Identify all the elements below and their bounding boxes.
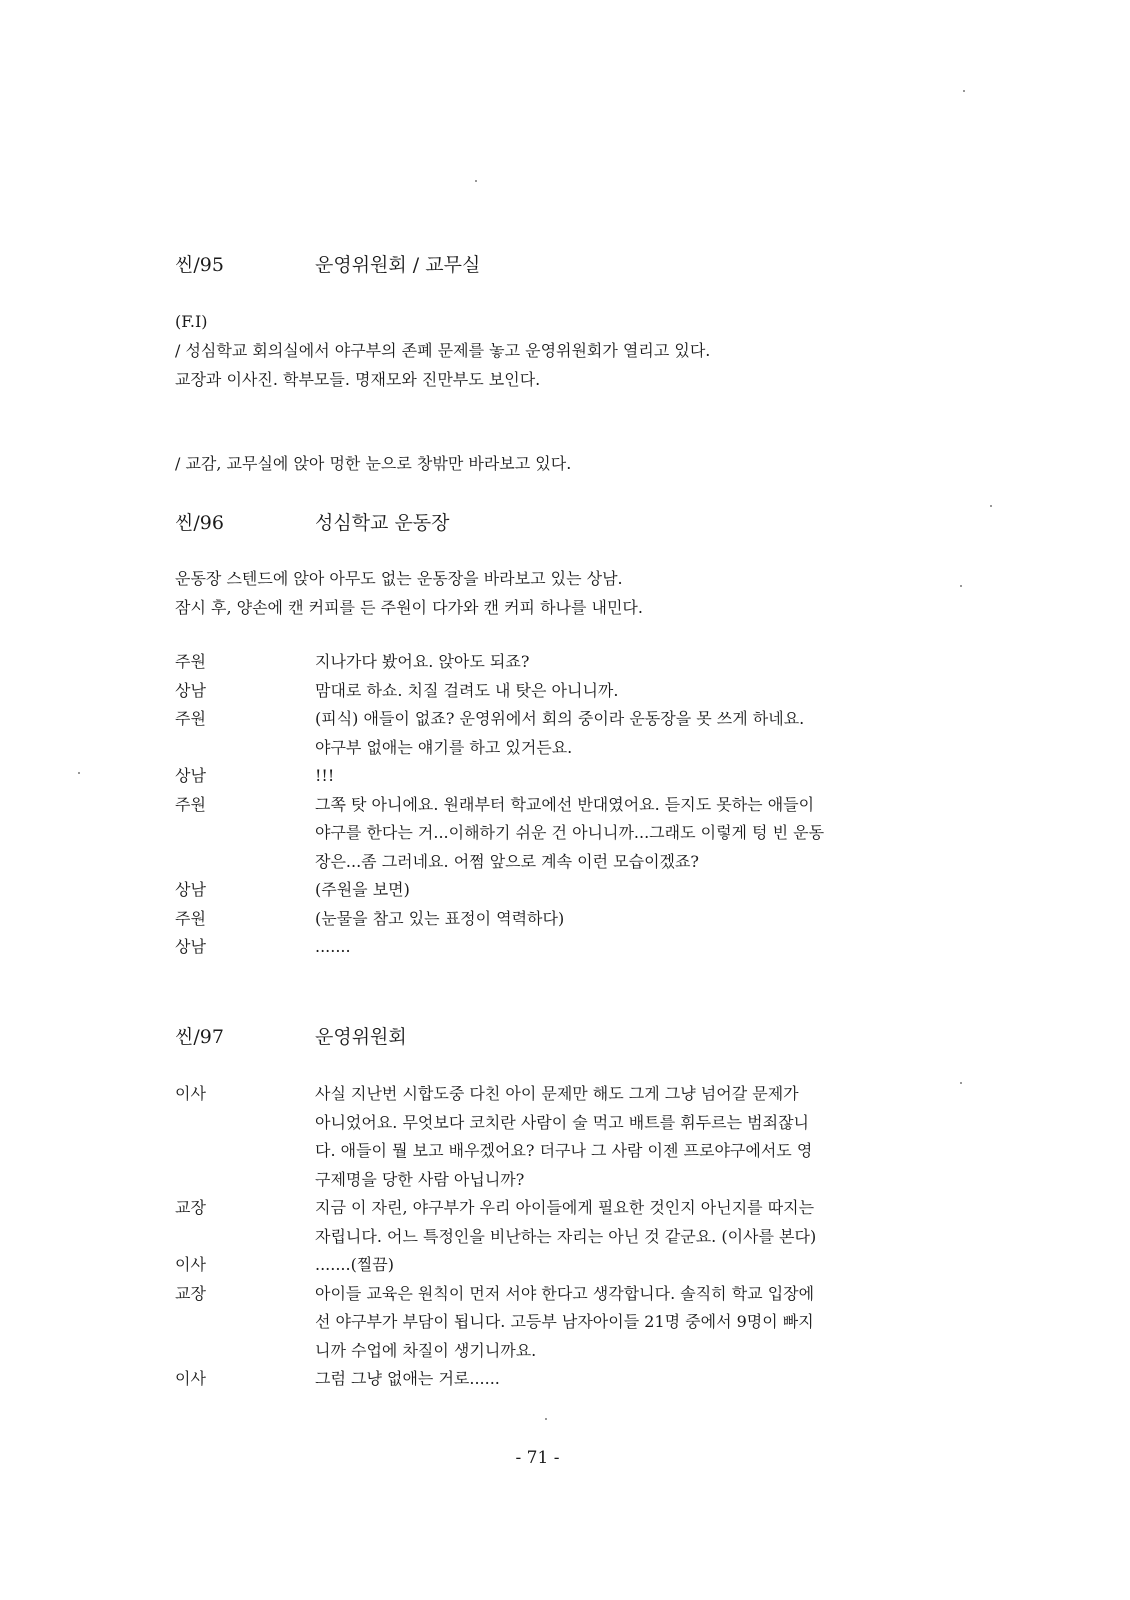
action-line: 운동장 스텐드에 앉아 아무도 없는 운동장을 바라보고 있는 상남. bbox=[175, 569, 623, 588]
scene-number: 씬/95 bbox=[175, 254, 224, 276]
speaker: 상남 bbox=[175, 937, 206, 956]
dialogue-text: 그럼 그냥 없애는 거로...... bbox=[315, 1369, 500, 1388]
scene-95-action-1 bbox=[175, 307, 710, 394]
speaker: 상남 bbox=[175, 880, 206, 899]
scene-97-heading bbox=[175, 1022, 407, 1049]
scene-96-dialogue bbox=[175, 648, 935, 962]
scan-speck bbox=[545, 1418, 547, 1420]
dialogue-line bbox=[175, 1280, 935, 1366]
speaker: 상남 bbox=[175, 680, 206, 700]
scene-number: 씬/96 bbox=[175, 512, 224, 534]
scene-location: 운영위원회 / 교무실 bbox=[315, 254, 481, 276]
speaker: 주원 bbox=[175, 652, 206, 671]
dialogue-text: 선 야구부가 부담이 됩니다. 고등부 남자아이들 21명 중에서 9명이 빠지 bbox=[315, 1312, 814, 1331]
speaker: 이사 bbox=[175, 1369, 206, 1388]
action-line: / 성심학교 회의실에서 야구부의 존폐 문제를 놓고 운영위원회가 열리고 있다. bbox=[175, 341, 711, 360]
speaker: 상남 bbox=[175, 766, 206, 785]
action-line: / 교감, 교무실에 앉아 멍한 눈으로 창밖만 바라보고 있다. bbox=[175, 454, 572, 473]
dialogue-text: .......(찔끔) bbox=[315, 1255, 394, 1274]
speaker: 주원 bbox=[175, 709, 206, 728]
dialogue-line bbox=[175, 933, 935, 962]
dialogue-text: (눈물을 참고 있는 표정이 역력하다) bbox=[315, 908, 565, 928]
scan-speck bbox=[960, 1082, 962, 1084]
scene-95-heading bbox=[175, 250, 480, 277]
dialogue-line bbox=[175, 876, 935, 905]
dialogue-line bbox=[175, 1251, 935, 1280]
page-number: - 71 - bbox=[515, 1448, 560, 1468]
dialogue-text: 아이들 교육은 원칙이 먼저 서야 한다고 생각합니다. 솔직히 학교 입장에 bbox=[315, 1283, 815, 1303]
scene-number: 씬/97 bbox=[175, 1026, 224, 1048]
action-line: 잠시 후, 양손에 캔 커피를 든 주원이 다가와 캔 커피 하나를 내민다. bbox=[175, 598, 643, 617]
dialogue-text: 자립니다. 어느 특정인을 비난하는 자리는 아닌 것 같군요. (이사를 본다) bbox=[315, 1226, 817, 1246]
scene-96-heading bbox=[175, 508, 450, 535]
dialogue-text: 맘대로 하쇼. 치질 걸려도 내 탓은 아니니까. bbox=[315, 680, 619, 700]
speaker: 주원 bbox=[175, 794, 206, 814]
dialogue-text: 그쪽 탓 아니에요. 원래부터 학교에선 반대였어요. 듣지도 못하는 애들이 bbox=[315, 794, 815, 814]
scene-location: 성심학교 운동장 bbox=[315, 512, 450, 534]
dialogue-text: ....... bbox=[315, 937, 351, 956]
dialogue-line bbox=[175, 905, 935, 934]
dialogue-text: (피식) 애들이 없죠? 운영위에서 회의 중이라 운동장을 못 쓰게 하네요. bbox=[315, 709, 805, 728]
scan-speck bbox=[78, 772, 80, 774]
scan-speck bbox=[475, 180, 477, 182]
dialogue-text: (주원을 보면) bbox=[315, 880, 410, 899]
speaker: 이사 bbox=[175, 1255, 206, 1274]
dialogue-text: 다. 애들이 뭘 보고 배우겠어요? 더구나 그 사람 이젠 프로야구에서도 영 bbox=[315, 1141, 813, 1160]
dialogue-line bbox=[175, 677, 935, 706]
dialogue-line bbox=[175, 1194, 935, 1251]
dialogue-text: 지나가다 봤어요. 앉아도 되죠? bbox=[315, 652, 530, 671]
dialogue-text: 야구부 없애는 얘기를 하고 있거든요. bbox=[315, 737, 573, 757]
dialogue-text: 사실 지난번 시합도중 다친 아이 문제만 해도 그게 그냥 넘어갈 문제가 bbox=[315, 1084, 799, 1103]
dialogue-line bbox=[175, 1080, 935, 1194]
scene-97-dialogue bbox=[175, 1080, 935, 1394]
scan-speck bbox=[990, 505, 992, 507]
speaker: 교장 bbox=[175, 1198, 206, 1217]
speaker: 교장 bbox=[175, 1283, 206, 1303]
dialogue-line bbox=[175, 762, 935, 791]
action-line: 교장과 이사진. 학부모들. 명재모와 진만부도 보인다. bbox=[175, 370, 541, 389]
dialogue-line bbox=[175, 791, 935, 877]
dialogue-line bbox=[175, 1365, 935, 1394]
dialogue-text: 장은...좀 그러네요. 어쩜 앞으로 계속 이런 모습이겠죠? bbox=[315, 851, 700, 871]
scene-location: 운영위원회 bbox=[315, 1026, 407, 1048]
dialogue-text: !!! bbox=[315, 766, 335, 785]
dialogue-line bbox=[175, 648, 935, 677]
action-line: (F.I) bbox=[175, 312, 208, 331]
scene-95-action-2 bbox=[175, 449, 571, 478]
dialogue-text: 구제명을 당한 사람 아닙니까? bbox=[315, 1169, 525, 1189]
scan-speck bbox=[960, 585, 962, 587]
speaker: 주원 bbox=[175, 908, 206, 928]
dialogue-text: 야구를 한다는 거...이해하기 쉬운 건 아니니까...그래도 이렇게 텅 빈 운동 bbox=[315, 823, 825, 842]
scene-96-action bbox=[175, 564, 643, 622]
dialogue-text: 니까 수업에 차질이 생기니까요. bbox=[315, 1340, 537, 1360]
dialogue-line bbox=[175, 705, 935, 762]
dialogue-text: 아니었어요. 무엇보다 코치란 사람이 술 먹고 배트를 휘두르는 범죄잖니 bbox=[315, 1112, 809, 1132]
scan-speck bbox=[963, 90, 965, 92]
speaker: 이사 bbox=[175, 1084, 206, 1103]
dialogue-text: 지금 이 자린, 야구부가 우리 아이들에게 필요한 것인지 아닌지를 따지는 bbox=[315, 1198, 815, 1217]
